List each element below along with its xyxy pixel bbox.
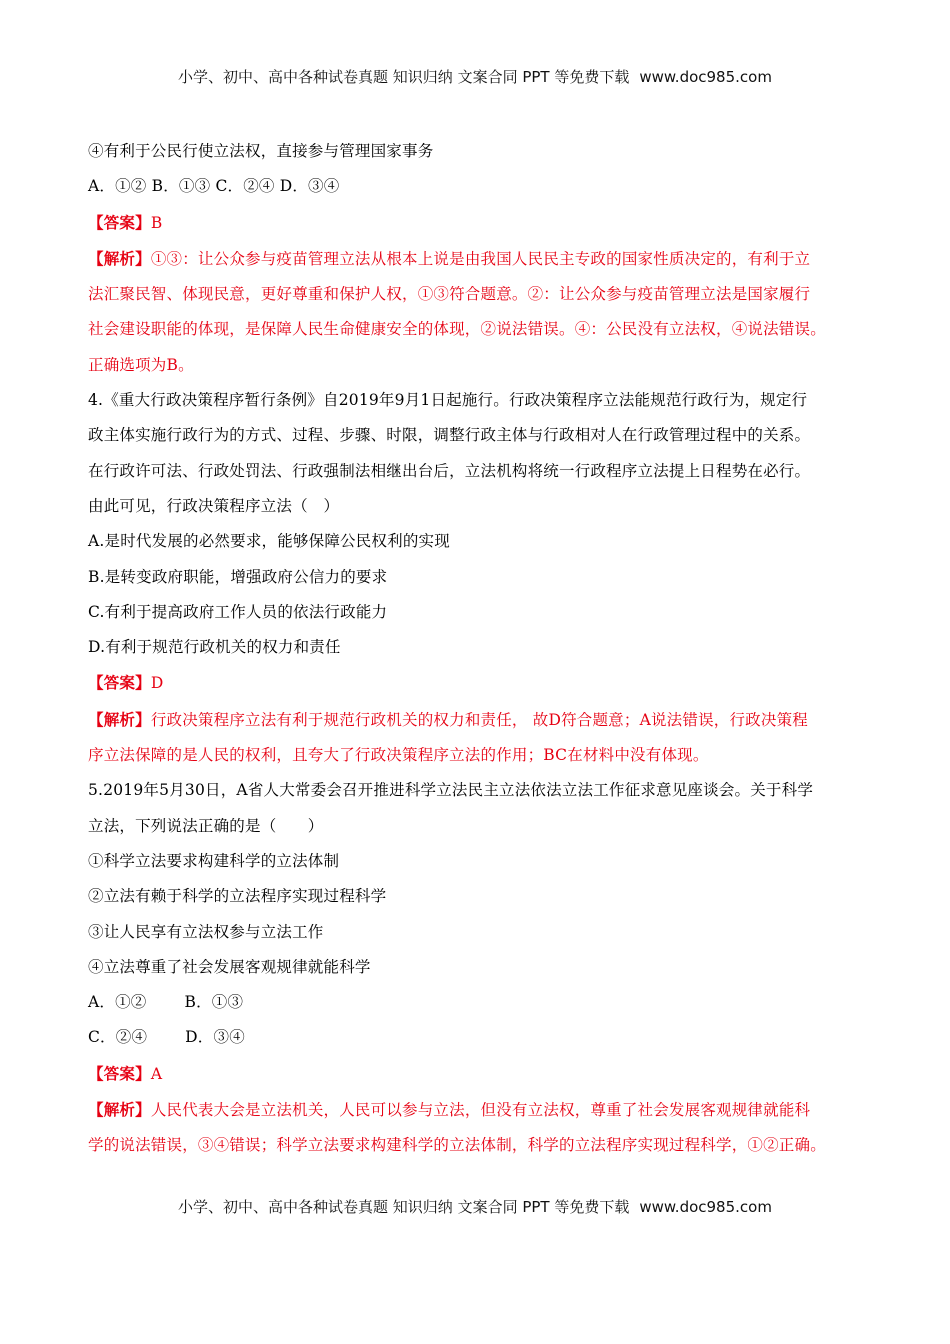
answer-label: 【答案】 <box>88 673 151 693</box>
analysis-line: 法汇聚民智、体现民意，更好尊重和保护人权，①③符合题意。②：让公众参与疫苗管理立法是国家履行 <box>88 285 811 304</box>
options-line: A．①② B．①③ C．②④ D．③④ <box>88 177 340 196</box>
footer-url[interactable]: www.doc985.com <box>639 1198 772 1216</box>
analysis-label: 【解析】 <box>88 1100 151 1120</box>
analysis-line: 【解析】①③：让公众参与疫苗管理立法从根本上说是由我国人民民主专政的国家性质决定的，有利于立 <box>88 248 811 268</box>
analysis-line: 【解析】人民代表大会是立法机关，人民可以参与立法，但没有立法权，尊重了社会发展客观规律就能科 <box>88 1100 811 1120</box>
statement-3: ③让人民享有立法权参与立法工作 <box>88 922 324 941</box>
option-a: A．①② <box>88 993 147 1012</box>
header-url[interactable]: www.doc985.com <box>639 68 772 86</box>
statement-4: ④有利于公民行使立法权，直接参与管理国家事务 <box>88 142 434 160</box>
statement-1: ①科学立法要求构建科学的立法体制 <box>88 851 340 870</box>
answer-line <box>88 665 868 701</box>
stem-line: 政主体实施行政行为的方式、过程、步骤、时限，调整行政主体与行政相对人在行政管理过程中的关系。 <box>88 426 811 445</box>
analysis-label: 【解析】 <box>88 709 151 729</box>
options-row <box>88 985 868 1020</box>
stem-line: 在行政许可法、行政处罚法、行政强制法相继出台后，立法机构将统一行政程序立法提上日程势在必行。 <box>88 461 811 480</box>
option-d: D．③④ <box>185 1028 245 1047</box>
analysis-line: 序立法保障的是人民的权利，且夸大了行政决策程序立法的作用；BC在材料中没有体现。 <box>88 746 709 765</box>
statement-4: ④立法尊重了社会发展客观规律就能科学 <box>88 957 371 976</box>
stem-line: 5.2019年5月30日，A省人大常委会召开推进科学立法民主立法依法立法工作征求意见座谈会。关于科学 <box>88 781 814 800</box>
analysis-line: 正确选项为B。 <box>88 355 194 374</box>
answer-label: 【答案】 <box>88 1063 151 1083</box>
stem-line: 立法，下列说法正确的是（ ） <box>88 816 324 835</box>
answer-label: 【答案】 <box>88 212 151 232</box>
option-b: B．①③ <box>184 993 244 1012</box>
analysis-line: 【解析】行政决策程序立法有利于规范行政机关的权力和责任， 故D符合题意；A说法错误，行政决策程 <box>88 709 808 729</box>
answer-value: D <box>150 674 164 693</box>
analysis-label: 【解析】 <box>88 248 151 268</box>
stem-line: 由此可见，行政决策程序立法（ ） <box>88 496 340 515</box>
answer-line <box>88 1056 868 1092</box>
option-d: D.有利于规范行政机关的权力和责任 <box>88 638 341 657</box>
question-5 <box>88 773 868 1163</box>
answer-line <box>88 205 868 241</box>
answer-value: A <box>150 1064 163 1083</box>
options-row <box>88 1020 868 1055</box>
analysis-line: 社会建设职能的体现，是保障人民生命健康安全的体现，②说法错误。④：公民没有立法权，④说法错误。 <box>88 320 826 339</box>
option-c: C．②④ <box>88 1028 148 1047</box>
answer-value: B <box>150 213 163 232</box>
document-body <box>88 134 868 1164</box>
option-b: B.是转变政府职能，增强政府公信力的要求 <box>88 567 388 586</box>
option-c: C.有利于提高政府工作人员的依法行政能力 <box>88 602 388 621</box>
option-a: A.是时代发展的必然要求，能够保障公民权利的实现 <box>88 532 450 551</box>
analysis-line: 学的说法错误，③④错误；科学立法要求构建科学的立法体制，科学的立法程序实现过程科学，①②正确。 <box>88 1136 826 1155</box>
footer-text: 小学、初中、高中各种试卷真题 知识归纳 文案合同 PPT 等免费下载 <box>178 1198 630 1216</box>
page-header <box>0 66 950 87</box>
stem-line: 4.《重大行政决策程序暂行条例》自2019年9月1日起施行。行政决策程序立法能规范行政行为，规定行 <box>88 391 808 410</box>
question-4 <box>88 383 868 773</box>
question-3 <box>88 134 868 383</box>
page-footer <box>0 1196 950 1217</box>
header-text: 小学、初中、高中各种试卷真题 知识归纳 文案合同 PPT 等免费下载 <box>178 68 630 86</box>
statement-2: ②立法有赖于科学的立法程序实现过程科学 <box>88 887 387 906</box>
